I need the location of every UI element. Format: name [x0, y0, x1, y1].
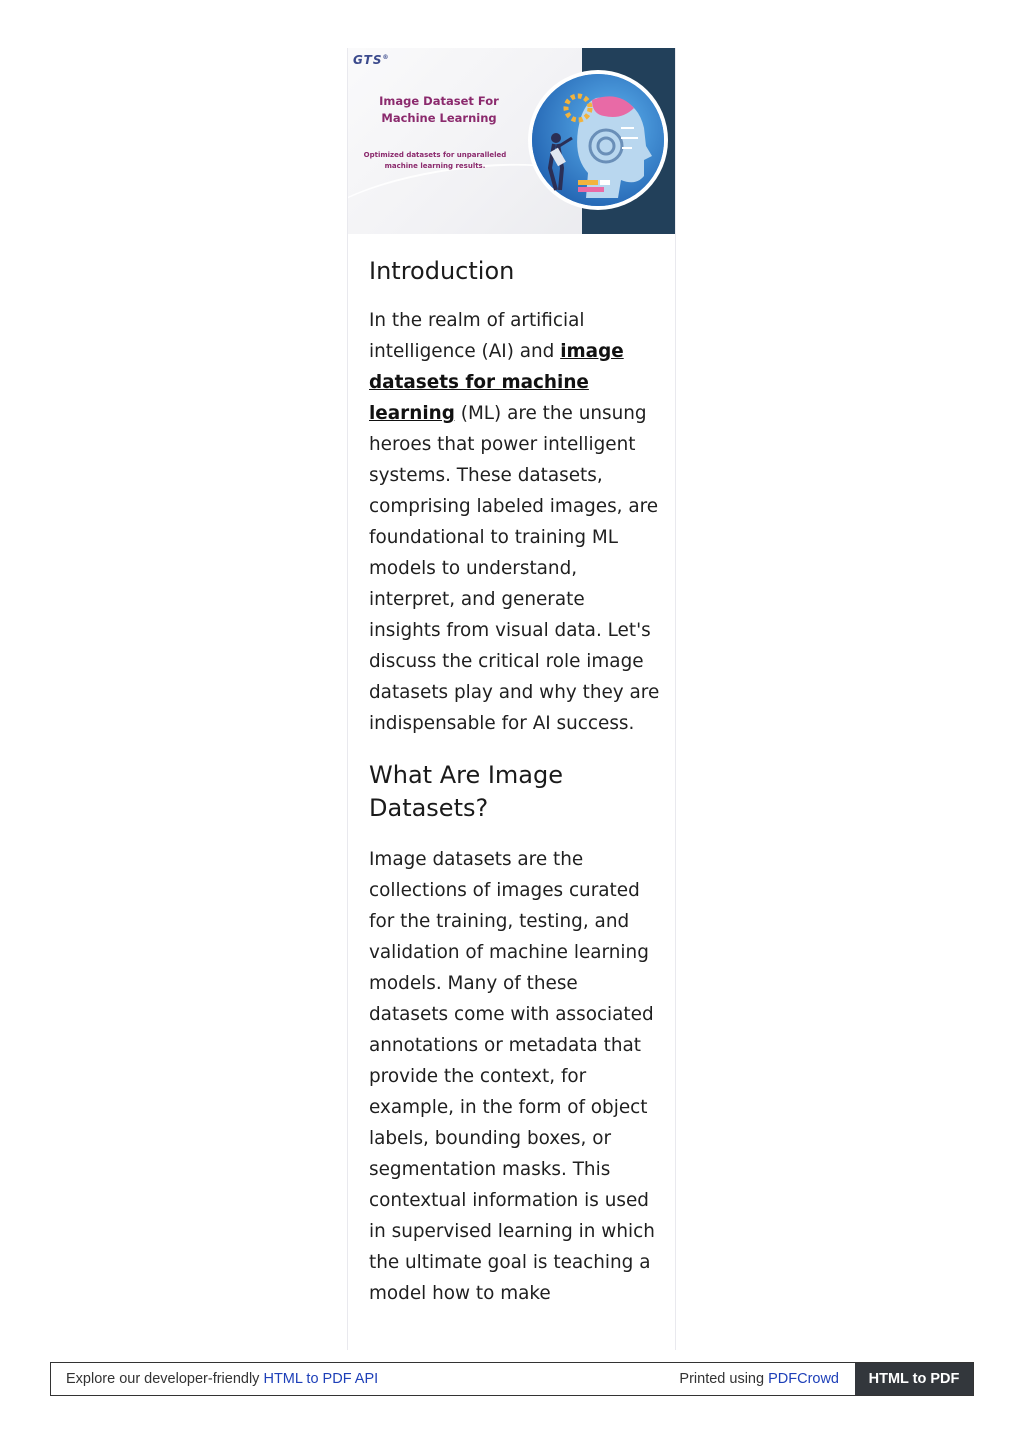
what-are-image-datasets-paragraph: Image datasets are the collections of images curated for the training, testing, and validation of machine learning models. Many of these datasets come with associated annotations or metadata that provide the context, for example, in the form of object labels, bounding boxes, or segmentation masks. This contextual information is used in supervised learning in which the ultimate goal is teaching a model how to make [369, 849, 655, 1304]
ai-head-illustration [526, 68, 671, 213]
article-banner-image [348, 48, 676, 234]
banner-title: Image Dataset For Machine Learning [379, 94, 499, 125]
pdfcrowd-link[interactable]: PDFCrowd [768, 1371, 839, 1387]
html-to-pdf-button[interactable]: HTML to PDF [855, 1363, 973, 1395]
introduction-paragraph [369, 305, 661, 739]
intro-text-before: In the realm of artificial intelligence (AI) and [369, 310, 585, 362]
image-datasets-link[interactable]: image datasets for machine learning [369, 341, 624, 424]
article-card [347, 48, 676, 1350]
footer-right-text: Printed using [679, 1371, 769, 1387]
intro-text-after: (ML) are the unsung heroes that power intelligent systems. These datasets, comprising labeled images, are foundational to training ML models to understand, interpret, and generate insights from visual data. Let's discuss the critical role image datasets play and why they are indispensable for AI success. [369, 403, 660, 734]
banner-subtitle: Optimized datasets for unparalleled machine learning results. [363, 151, 507, 170]
gts-logo: GTS® [353, 53, 390, 67]
what-are-image-datasets-heading: What Are Image Datasets? [369, 761, 564, 822]
introduction-heading: Introduction [369, 257, 515, 285]
html-to-pdf-api-link[interactable]: HTML to PDF API [263, 1371, 379, 1387]
footer-right [679, 1371, 839, 1387]
footer-left [66, 1371, 378, 1387]
pdfcrowd-footer [50, 1362, 974, 1396]
footer-left-text: Explore our developer-friendly [66, 1371, 264, 1387]
